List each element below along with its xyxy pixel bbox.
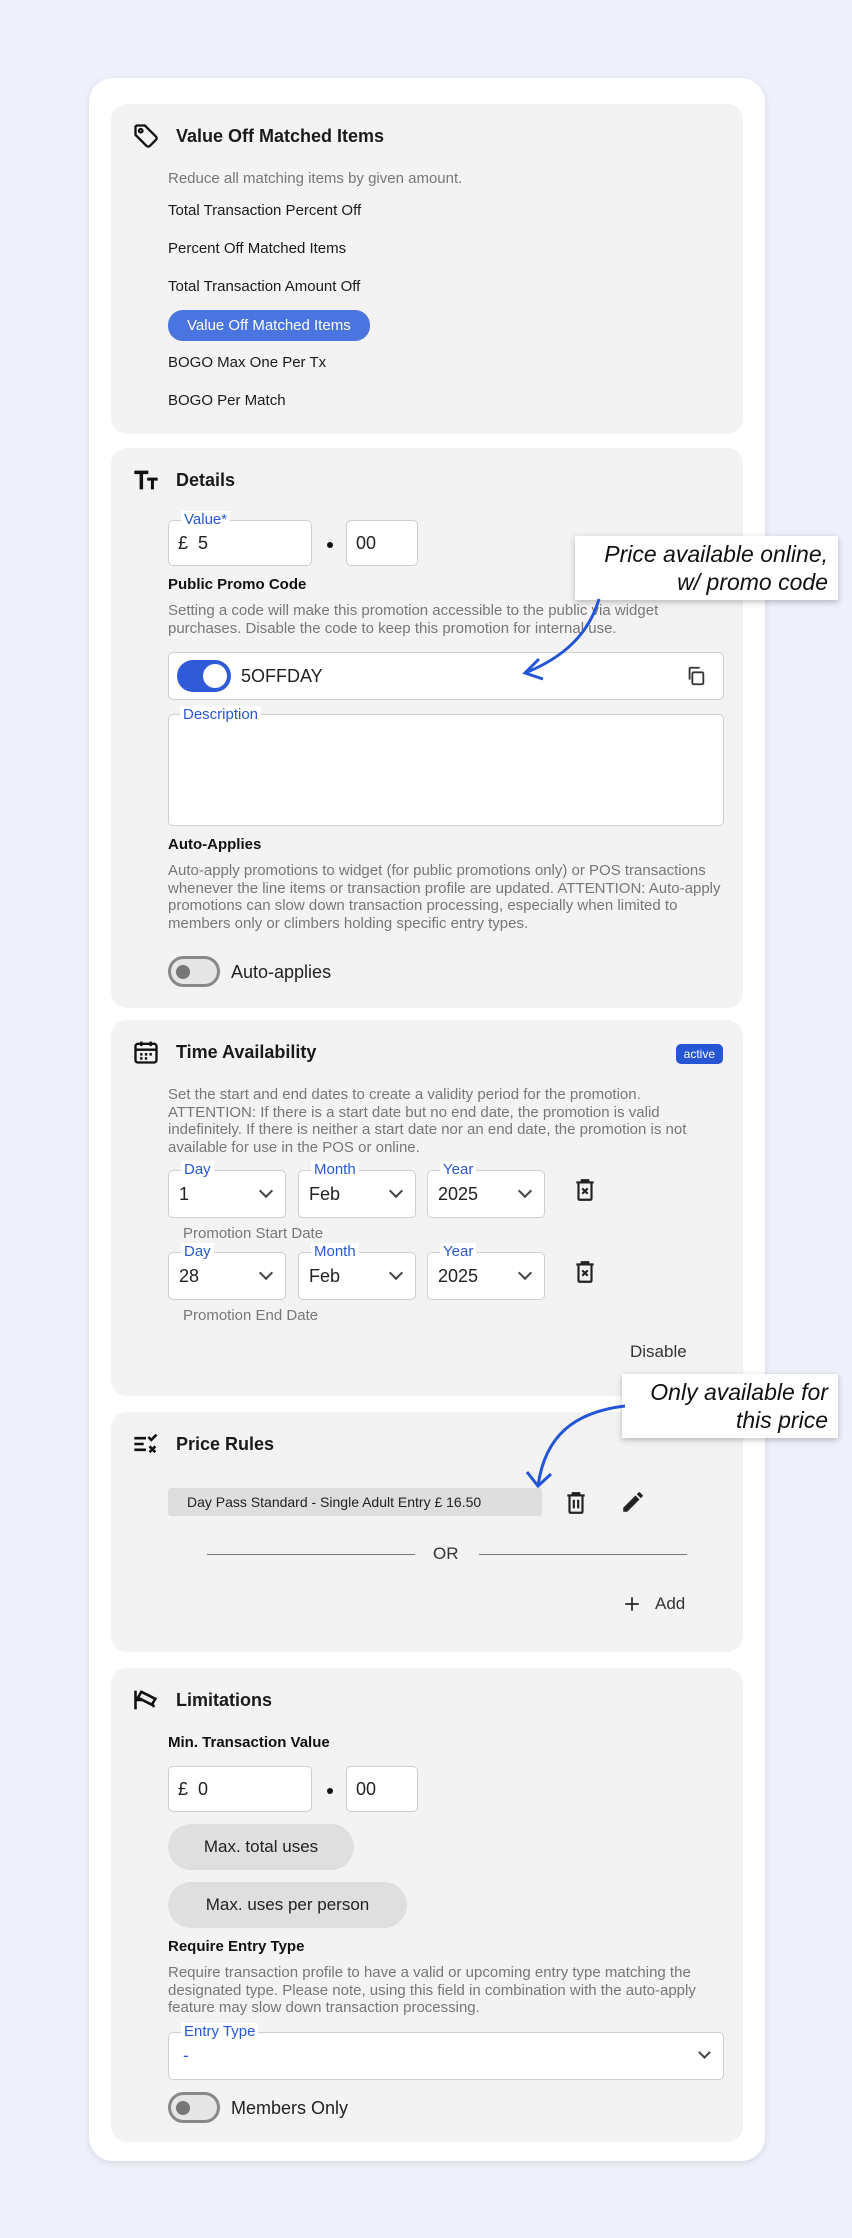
max-uses-per-person-button[interactable]: Max. uses per person — [168, 1882, 407, 1928]
price-rule-chip[interactable]: Day Pass Standard - Single Adult Entry £ 16.50 — [168, 1488, 542, 1516]
price-callout-line-2: this price — [735, 1407, 828, 1433]
add-price-rule-button[interactable] — [623, 1594, 685, 1614]
auto-applies-heading: Auto-Applies — [168, 836, 262, 853]
discount-type-header — [132, 122, 384, 150]
start-date-caption: Promotion Start Date — [183, 1225, 324, 1242]
clear-end-date-icon[interactable] — [572, 1258, 598, 1286]
limitations-section — [111, 1668, 743, 2142]
value-cents-input[interactable] — [346, 520, 418, 566]
end-year-label: Year — [440, 1243, 476, 1261]
status-badge: active — [676, 1044, 723, 1064]
start-day-select[interactable] — [168, 1161, 286, 1218]
members-only-toggle[interactable] — [168, 2092, 220, 2123]
copy-icon[interactable] — [685, 665, 707, 687]
promo-code-heading: Public Promo Code — [168, 576, 307, 593]
security-camera-icon — [132, 1686, 160, 1714]
end-day-label: Day — [181, 1243, 214, 1261]
delete-icon[interactable] — [563, 1489, 589, 1517]
start-day-label: Day — [181, 1161, 214, 1179]
option-percent-off-matched-items[interactable]: Percent Off Matched Items — [168, 240, 347, 257]
time-header — [132, 1038, 316, 1066]
entry-type-select[interactable] — [168, 2023, 724, 2080]
value-whole-input[interactable] — [168, 511, 312, 566]
chevron-down-icon — [518, 1266, 532, 1280]
auto-applies-label: Auto-applies — [231, 962, 332, 982]
start-month-value: Feb — [309, 1184, 341, 1204]
require-entry-help: Require transaction profile to have a valid or upcoming entry type matching the designated type. Please note, using this field in combination with the auto-apply feature may slow down transaction processing. — [168, 1964, 696, 2016]
chevron-down-icon — [259, 1266, 273, 1280]
decimal-separator — [327, 542, 333, 548]
end-year-value: 2025 — [438, 1266, 479, 1286]
min-value-whole-input[interactable] — [168, 1766, 312, 1812]
or-label: OR — [433, 1544, 459, 1563]
end-date-caption: Promotion End Date — [183, 1307, 319, 1324]
option-bogo-per-match[interactable]: BOGO Per Match — [168, 392, 286, 409]
details-section — [111, 448, 743, 1008]
text-size-icon — [132, 466, 160, 494]
option-total-transaction-percent-off[interactable]: Total Transaction Percent Off — [168, 202, 362, 219]
promo-callout-line-2: w/ promo code — [677, 569, 828, 595]
min-cents: 00 — [356, 1779, 377, 1799]
start-month-label: Month — [311, 1161, 359, 1179]
start-year-label: Year — [440, 1161, 476, 1179]
promo-code-help: Setting a code will make this promotion accessible to the public via widget purchases. Disable the code to keep this promotion for internal use. — [168, 602, 659, 637]
start-month-select[interactable] — [298, 1161, 416, 1218]
time-availability-section — [111, 1020, 743, 1396]
price-rules-section — [111, 1412, 743, 1652]
discount-type-description: Reduce all matching items by given amount. — [168, 170, 463, 187]
description-field[interactable] — [168, 706, 724, 826]
value-currency: £ — [178, 533, 189, 553]
min-currency: £ — [178, 1779, 189, 1799]
edit-pencil-icon[interactable] — [620, 1488, 646, 1516]
promotion-form-card — [89, 78, 765, 2161]
end-month-select[interactable] — [298, 1243, 416, 1300]
calendar-icon — [132, 1038, 160, 1066]
add-label: Add — [655, 1594, 686, 1613]
chevron-down-icon — [259, 1184, 273, 1198]
limitations-header — [132, 1686, 272, 1714]
chevron-down-icon — [698, 2046, 711, 2059]
auto-applies-help: Auto-apply promotions to widget (for public promotions only) or POS transactions whenever the line items or transaction profile are updated. ATTENTION: Auto-apply promotions can slow down transaction processing, especially when limited to members only or climbers holding specific entry types. — [168, 862, 721, 932]
end-month-value: Feb — [309, 1266, 341, 1286]
price-rules-header — [132, 1430, 274, 1458]
promo-code-value[interactable]: 5OFFDAY — [241, 666, 323, 686]
or-divider-left — [207, 1554, 415, 1555]
tag-icon — [132, 122, 160, 150]
discount-type-section — [111, 104, 743, 434]
promo-code-callout — [575, 536, 838, 600]
disable-button[interactable]: Disable — [630, 1342, 687, 1361]
limitations-title: Limitations — [176, 1689, 273, 1710]
entry-type-label: Entry Type — [181, 2023, 258, 2041]
require-entry-heading: Require Entry Type — [168, 1938, 305, 1955]
chevron-down-icon — [389, 1184, 403, 1198]
option-total-transaction-amount-off[interactable]: Total Transaction Amount Off — [168, 278, 361, 295]
start-year-value: 2025 — [438, 1184, 479, 1204]
end-year-select[interactable] — [427, 1243, 545, 1300]
chevron-down-icon — [389, 1266, 403, 1280]
value-whole: 5 — [198, 533, 209, 553]
details-header — [132, 466, 235, 494]
price-callout-line-1: Only available for — [650, 1379, 828, 1405]
clear-start-date-icon[interactable] — [572, 1176, 598, 1204]
description-label: Description — [180, 706, 261, 724]
members-only-label: Members Only — [231, 2098, 349, 2118]
min-transaction-heading: Min. Transaction Value — [168, 1734, 330, 1751]
min-value-cents-input[interactable] — [346, 1766, 418, 1812]
promo-code-toggle[interactable] — [177, 660, 231, 692]
max-total-uses-button[interactable]: Max. total uses — [168, 1824, 354, 1870]
price-callout-arrow — [515, 1400, 627, 1492]
time-title: Time Availability — [176, 1041, 317, 1062]
chevron-down-icon — [518, 1184, 532, 1198]
promo-callout-arrow — [515, 595, 605, 685]
price-rule-callout — [622, 1374, 838, 1438]
end-day-value: 28 — [179, 1266, 200, 1286]
discount-type-title: Value Off Matched Items — [176, 125, 385, 146]
decimal-separator — [327, 1788, 333, 1794]
start-year-select[interactable] — [427, 1161, 545, 1218]
option-bogo-max-one-per-tx[interactable]: BOGO Max One Per Tx — [168, 354, 327, 371]
plus-icon — [623, 1595, 641, 1613]
entry-type-value: - — [183, 2046, 189, 2065]
details-title: Details — [176, 469, 236, 490]
value-label: Value* — [181, 511, 230, 529]
promo-callout-line-1: Price available online, — [604, 541, 828, 567]
value-cents: 00 — [356, 533, 377, 553]
time-help: Set the start and end dates to create a validity period for the promotion. ATTENTION: If there is a start date but no end date, the promotion is valid indefinitely. If there is neither a start date nor an end date, the promotion is not available for use in the POS or online. — [168, 1086, 687, 1156]
price-rules-title: Price Rules — [176, 1433, 275, 1454]
option-value-off-matched-items[interactable]: Value Off Matched Items — [168, 310, 370, 341]
min-whole: 0 — [198, 1779, 209, 1799]
auto-applies-toggle[interactable] — [168, 956, 220, 987]
end-day-select[interactable] — [168, 1243, 286, 1300]
rule-list-icon — [132, 1430, 160, 1458]
or-divider-right — [479, 1554, 687, 1555]
promo-code-field — [168, 652, 724, 700]
end-month-label: Month — [311, 1243, 359, 1261]
start-day-value: 1 — [179, 1184, 190, 1204]
